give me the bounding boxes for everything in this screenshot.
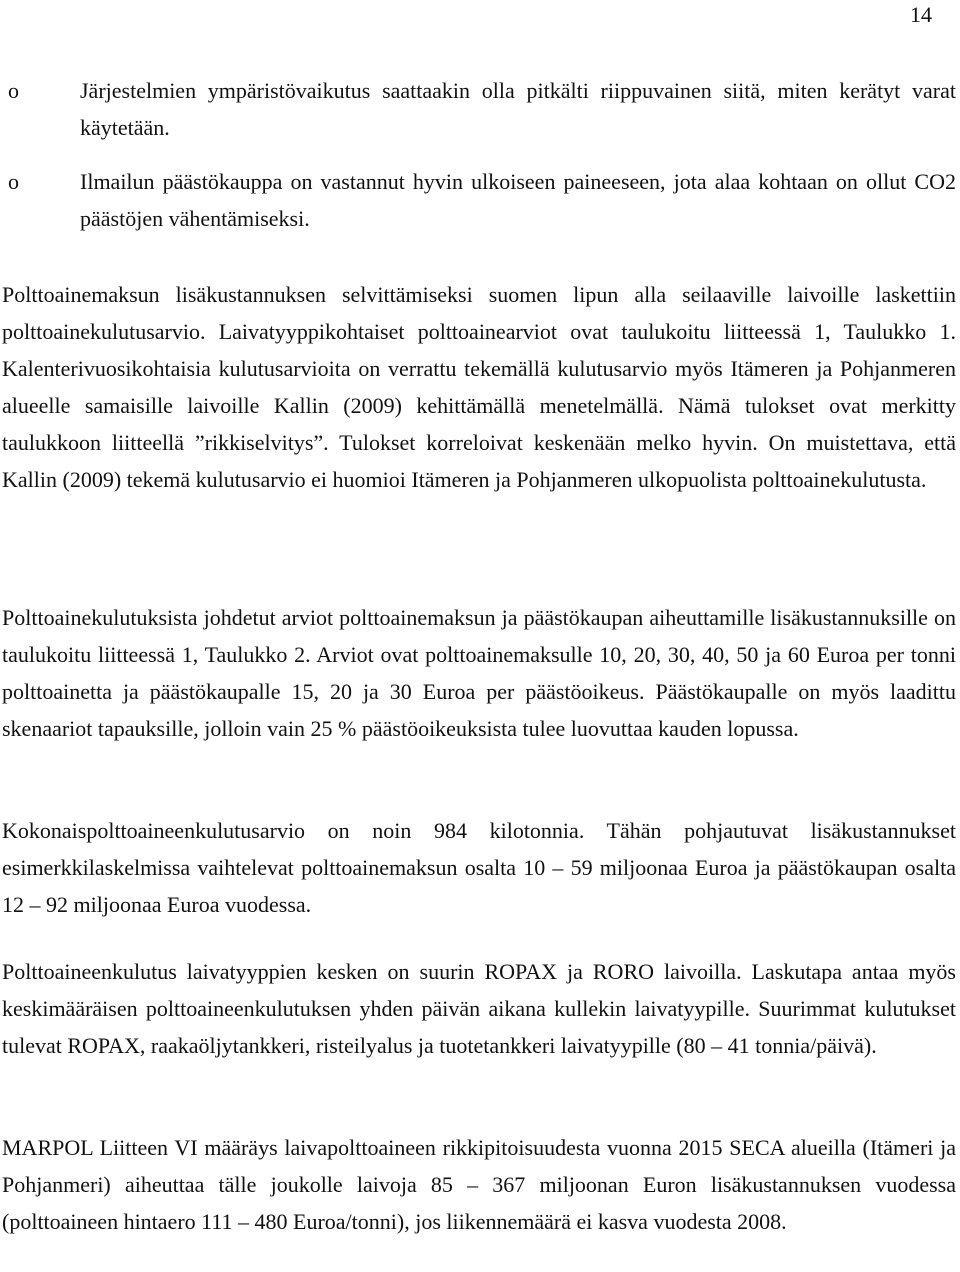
- bullet-text: Järjestelmien ympäristövaikutus saattaakin olla pitkälti riippuvainen siitä, miten kerätyt varat käytetään.: [80, 78, 956, 140]
- bullet-list: [0, 72, 956, 254]
- paragraph-fuel-estimate: Polttoainemaksun lisäkustannuksen selvittämiseksi suomen lipun alla seilaaville laivoille laskettiin polttoainekulutusarvio. Laivatyyppikohtaiset polttoainearviot ovat taulukoitu liitteessä 1, Taulukko 1. Kalenterivuosikohtaisia kulutusarvioita on verrattu tekemällä kulutusarvio myös Itämeren ja Pohjanmeren alueelle samaisille laivoille Kallin (2009) kehittämällä menetelmällä. Nämä tulokset ovat merkitty taulukkoon liitteellä ”rikkiselvitys”. Tulokset korreloivat keskenään melko hyvin. On muistettava, että Kallin (2009) tekemä kulutusarvio ei huomioi Itämeren ja Pohjanmeren ulkopuolista polttoainekulutusta.: [2, 282, 956, 492]
- bullet-item: [0, 163, 956, 237]
- page-number: 14: [910, 2, 932, 27]
- bullet-marker: o: [8, 78, 19, 103]
- paragraph-ship-types: Polttoaineenkulutus laivatyyppien kesken on suurin ROPAX ja RORO laivoilla. Laskutapa antaa myös keskimääräisen polttoaineenkulutuksen yhden päivän aikana kullekin laivatyypille. Suurimmat kulutukset tulevat ROPAX, raakaöljytankkeri, risteilyalus ja tuotetankkeri laivatyypille (80 – 41 tonnia/päivä).: [2, 959, 956, 1058]
- bullet-marker: o: [8, 169, 19, 194]
- bullet-item: [0, 72, 956, 146]
- paragraph-total-consumption: Kokonaispolttoaineenkulutusarvio on noin 984 kilotonnia. Tähän pohjautuvat lisäkustannukset esimerkkilaskelmissa vaihtelevat polttoainemaksun osalta 10 – 59 miljoonaa Euroa ja päästökaupan osalta 12 – 92 miljoonaa Euroa vuodessa.: [2, 818, 956, 917]
- paragraph-marpol: MARPOL Liitteen VI määräys laivapolttoaineen rikkipitoisuudesta vuonna 2015 SECA alueilla (Itämeri ja Pohjanmeri) aiheuttaa tälle joukolle laivoja 85 – 367 miljoonan Euron lisäkustannuksen vuodessa (polttoaineen hintaero 111 – 480 Euroa/tonni), jos liikennemäärä ei kasva vuodesta 2008.: [2, 1135, 956, 1234]
- paragraph-cost-estimates: Polttoainekulutuksista johdetut arviot polttoainemaksun ja päästökaupan aiheuttamille lisäkustannuksille on taulukoitu liitteessä 1, Taulukko 2. Arviot ovat polttoainemaksulle 10, 20, 30, 40, 50 ja 60 Euroa per tonni polttoainetta ja päästökaupalle 15, 20 ja 30 Euroa per päästöoikeus. Päästökaupalle on myös laadittu skenaariot tapauksille, jolloin vain 25 % päästöoikeuksista tulee luovuttaa kauden lopussa.: [2, 605, 956, 741]
- bullet-text: Ilmailun päästökauppa on vastannut hyvin ulkoiseen paineeseen, jota alaa kohtaan on ollut CO2 päästöjen vähentämiseksi.: [80, 169, 956, 231]
